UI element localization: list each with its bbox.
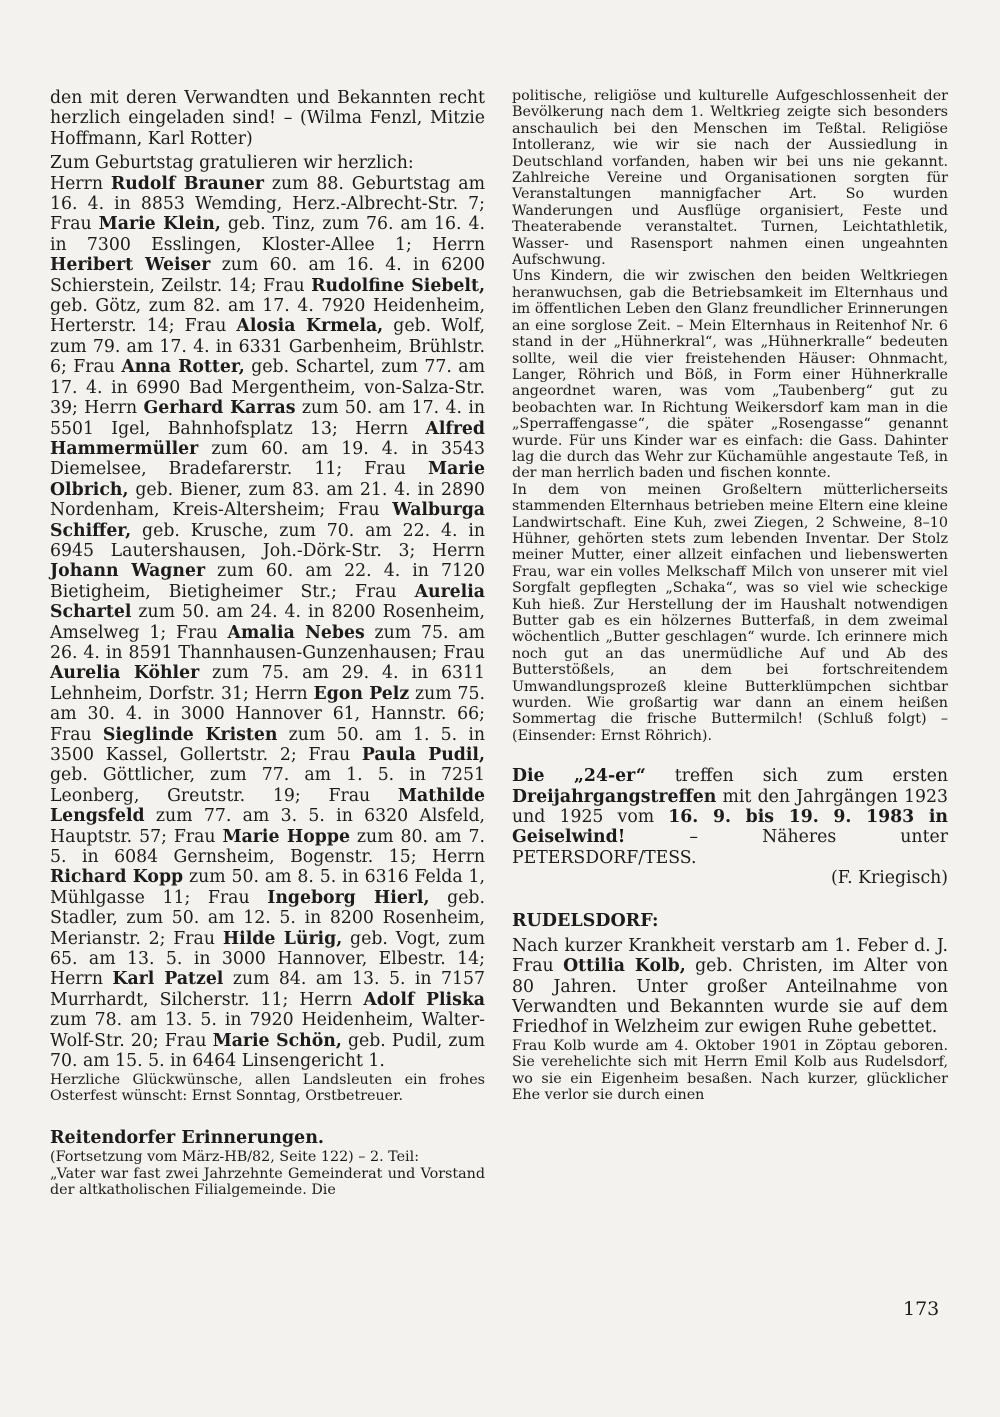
text-segment: zum 75. am 29. 4. in 6311 Lehnheim, Dorfstr. 31; Herrn [50,663,486,704]
name-highlight: Marie Hoppe [222,826,350,847]
text-segment: geb. Wolf, zum 79. am 17. 4. in 6331 Garbenheim, Brühlstr. 6; Frau [50,316,485,378]
text-segment: mit den Jahrgängen 1923 und 1925 vom [512,786,948,828]
text-segment: zum 50. am 1. 5. in 3500 Kassel, Gollertstr. 2; Frau [50,724,485,765]
name-highlight: Alosia Krmela, [236,316,384,337]
text-segment: zum 50. am 24. 4. in 8200 Rosenheim, Amselweg 1; Frau [50,602,485,643]
article-paragraph-2: Uns Kindern, die wir zwischen den beiden Weltkriegen heranwuchsen, gab die Betriebsamkeit im Elternhaus und im öffentlichen Leben den Glanz freundlicher Erinnerungen an eine sorglose Zeit. – Mein Elternhaus in Reitenhof Nr. 6 stand in der „Hühnerkral“, was „Hühnerkralle“ bedeuten sollte, weil die vier freistehenden Häuser: Ohnmacht, Langer, Röhrich und Böß, in Form einer Hühnerkralle angeordnet waren, was vom „Taubenberg“ gut zu beobachten war. In Richtung Weikersdorf kam man in die „Sperraffengasse“, die später „Rosengasse“ genannt wurde. Für uns Kinder war es einfach: die Gass. Dahinter lag die durch das Wehr zur Küchamühle angestaute Teß, in der man herrlich baden und fischen konnte. [512,268,948,482]
section-heading: RUDELSDORF: [512,910,659,931]
name-highlight: Mathilde Lengsfeld [50,785,485,827]
name-highlight: Ingeborg Hierl, [267,887,430,908]
text-segment: geb. Tinz, zum 76. am 16. 4. in 7300 Esslingen, Kloster-Allee 1; Herrn [50,214,485,255]
text-segment: treffen sich zum ersten [645,766,948,787]
article-paragraph-3: In dem von meinen Großeltern mütterlicherseits stammenden Elternhaus betrieben meine Eltern eine kleine Landwirtschaft. Eine Kuh, zwei Ziegen, 2 Schweine, 8–10 Hühner, gehörten stets zum lebenden Inventar. Der Stolz meiner Mutter, einer allzeit einfachen und liebenswerten Frau, war ein volles Melkschaff Milch von unserer mit viel Sorgfalt gepflegten „Schaka“, was so viel wie scheckige Kuh hieß. Zur Herstellung der im Haushalt notwendigen Butter gab es ein hölzernes Butterfaß, in dem zweimal wöchentlich „Butter geschlagen“ wurde. Ich erinnere mich noch gut an das unermüdliche Auf und Ab des Butterstößels, an dem bei fortschreitendem Umwandlungsprozeß kleine Butterklümpchen sichtbar wurden. Wie großartig war dann an einem heißen Sommertag die frische Buttermilch! (Schluß folgt) – (Einsender: Ernst Röhrich). [512,481,948,744]
text-segment: zum 75. am 30. 4. in 3000 Hannover 61, Hannstr. 66; Frau [50,683,485,745]
text-segment: zum 60. am 19. 4. in 3543 Diemelsee, Bradefarerstr. 11; Frau [50,438,485,480]
article-paragraph-1: politische, religiöse und kulturelle Aufgeschlossenheit der Bevölkerung nach dem 1. Weltkrieg zeigte sich besonders anschaulich bei den Menschen im Teßtal. Religiöse Intolleranz, wie wir sie nach der Aussiedlung in Deutschland vorfanden, haben wir bei uns nie gekannt. Zahlreiche Vereine und Organisationen sorgten für Veranstaltungen mannigfacher Art. So wurden Wanderungen und Ausflüge organisiert, Feste und Theaterabende veranstaltet. Turnen, Leichtathletik, Wasser- und Rasensport nahmen einen ungeahnten Aufschwung. [512,88,948,269]
name-highlight: Hilde Lürig, [222,928,343,949]
birthday-list [50,174,485,1072]
text-segment: geb. Schartel, zum 77. am 17. 4. in 6990 Bad Mergentheim, von-Salza-Str. 39; Herrn [50,357,485,419]
text-segment: zum 50. am 8. 5. in 6316 Felda 1, Mühlgasse 11; Frau [50,867,485,908]
birthday-intro: Zum Geburtstag gratulieren wir herzlich: [50,153,414,174]
name-highlight: Richard Kopp [50,867,184,888]
text-segment: zum 50. am 17. 4. in 5501 Igel, Bahnhofsplatz 13; Herrn [50,398,485,439]
name-highlight: Heribert Weiser [50,255,211,276]
meeting-announcement [512,766,948,868]
name-highlight: Ottilia Kolb, [563,956,686,977]
name-highlight: Karl Patzel [112,969,224,990]
text-segment: geb. Krusche, zum 70. am 22. 4. in 6945 Lautershausen, Joh.-Dörk-Str. 3; Herrn [50,520,485,561]
text-segment: geb. Götz, zum 82. am 17. 4. 7920 Heidenheim, Herterstr. 14; Frau [50,296,485,337]
text-segment: Herrn [50,173,111,194]
name-highlight: Paula Pudil, [361,745,486,765]
name-highlight: Dreijahrgangstreffen [512,786,717,807]
text-segment: zum 88. Geburtstag am 16. 4. in 8853 Wemding, Herz.-Albrecht-Str. 7; Frau [50,173,485,235]
text-segment: zum 84. am 13. 5. in 7157 Murrhardt, Silcherstr. 11; Herrn [50,969,485,1010]
text-segment: zum 77. am 3. 5. in 6320 Alsfeld, Hauptstr. 57; Frau [50,806,485,847]
text-segment: geb. Pudil, zum 70. am 15. 5. in 6464 Linsengericht 1. [50,1030,485,1072]
name-highlight: 16. 9. bis 19. 9. 1983 in Geiselwind! [512,807,948,848]
left-column [50,88,485,1199]
text-segment: geb. Christen, im Alter von 80 Jahren. Unter großer Anteilnahme von Verwandten und Bekannten wurde sie auf dem Friedhof in Welzheim zur ewigen Ruhe gebettet. [512,956,948,1038]
article-start: „Vater war fast zwei Jahrzehnte Gemeinderat und Vorstand der altkatholischen Filialgemeinde. Die [50,1165,485,1199]
article-subtitle: (Fortsetzung vom März-HB/82, Seite 122) – 2. Teil: [50,1149,420,1166]
text-segment: geb. Göttlicher, zum 77. am 1. 5. in 7251 Leonberg, Greutstr. 19; Frau [50,765,485,806]
name-highlight: Marie Olbrich, [50,459,485,500]
text-segment: zum 78. am 13. 5. in 7920 Heidenheim, Walter-Wolf-Str. 20; Frau [50,1010,485,1051]
name-highlight: Die „24-er“ [512,766,646,787]
name-highlight: Alfred Hammermüller [50,418,485,459]
article-heading: Reitendorfer Erinnerungen. [50,1128,325,1149]
intro-paragraph: den mit deren Verwandten und Bekannten recht herzlich eingeladen sind! – (Wilma Fenzl, Mitzie Hoffmann, Karl Rotter) [50,88,485,149]
name-highlight: Johann Wagner [50,561,206,582]
name-highlight: Egon Pelz [313,683,410,704]
name-highlight: Amalia Nebes [227,622,365,643]
text-segment: zum 80. am 7. 5. in 6084 Gernsheim, Bogenstr. 15; Herrn [50,826,485,868]
name-highlight: Rudolfine Siebelt, [311,275,485,296]
name-highlight: Aurelia Schartel [50,581,485,623]
text-segment: Nach kurzer Krankheit verstarb am 1. Feber d. J. Frau [512,935,948,977]
name-highlight: Rudolf Brauner [110,173,264,194]
wishes-paragraph: Herzliche Glückwünsche, allen Landsleuten ein frohes Osterfest wünscht: Ernst Sonntag, Orstbetreuer. [50,1071,485,1104]
text-segment: geb. Biener, zum 83. am 21. 4. in 2890 Nordenham, Kreis-Altersheim; Frau [50,479,485,521]
obituary-details: Frau Kolb wurde am 4. Oktober 1901 in Zöptau geboren. Sie verehelichte sich mit Herrn Emil Kolb aus Rudelsdorf, wo sie ein Eigenheim besaßen. Nach kurzer, glücklicher Ehe verlor sie durch einen [512,1037,948,1103]
name-highlight: Gerhard Karras [143,398,296,419]
text-segment: – Näheres unter PETERSDORF/TESS. [512,827,948,868]
name-highlight: Anna Rotter, [121,357,245,378]
name-highlight: Marie Klein, [98,214,221,235]
name-highlight: Walburga Schiffer, [50,500,485,541]
text-segment: geb. Vogt, zum 65. am 13. 5. in 3000 Hannover, Elbestr. 14; Herrn [50,928,485,990]
name-highlight: Aurelia Köhler [50,663,200,684]
name-highlight: Sieglinde Kristen [102,724,278,745]
obituary-paragraph [512,936,948,1038]
right-column [512,88,948,1103]
page-number: 173 [903,1298,940,1320]
text-segment: geb. Stadler, zum 50. am 12. 5. in 8200 Rosenheim, Merianstr. 2; Frau [50,887,485,949]
text-segment: zum 75. am 26. 4. in 8591 Thannhausen-Gunzenhausen; Frau [50,622,485,663]
name-highlight: Marie Schön, [212,1030,342,1051]
name-highlight: Adolf Pliska [363,989,485,1010]
meeting-signature: (F. Kriegisch) [831,868,948,889]
text-segment: zum 60. am 22. 4. in 7120 Bietigheim, Bietigheimer Str.; Frau [50,561,485,602]
text-segment: zum 60. am 16. 4. in 6200 Schierstein, Zeilstr. 14; Frau [50,255,486,296]
